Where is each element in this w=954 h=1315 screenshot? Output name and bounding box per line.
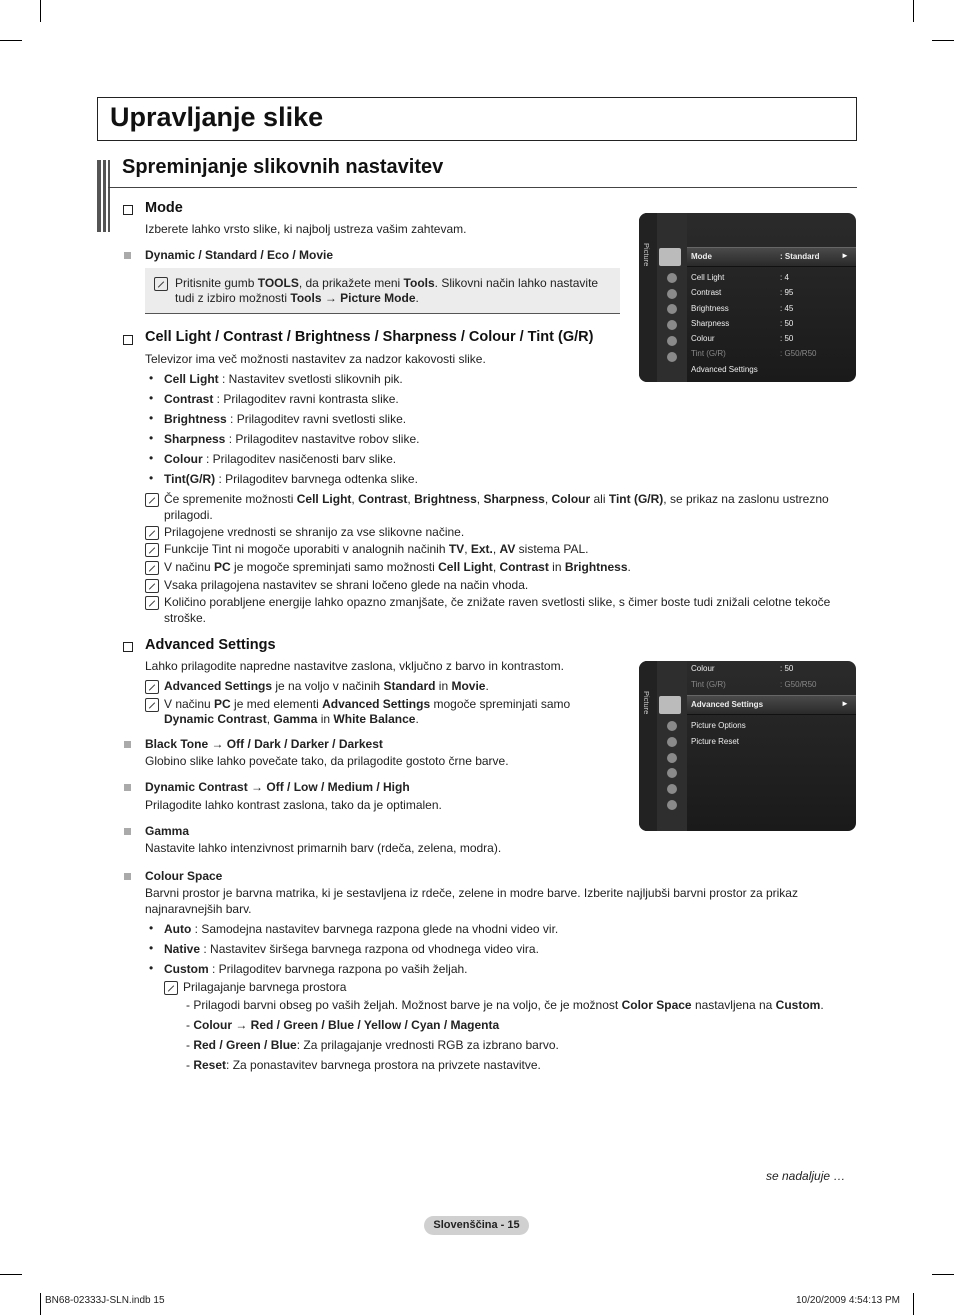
menu-mode-label: Mode bbox=[691, 252, 712, 261]
sound-icon bbox=[667, 273, 677, 283]
note-text: Vsaka prilagojena nastavitev se shrani ločeno glede na način vhoda. bbox=[164, 578, 529, 592]
list-item: Native : Nastavitev širšega barvnega razpona od vhodnega video vira. bbox=[164, 942, 539, 956]
setup-icon bbox=[667, 304, 677, 314]
advanced-settings-menu-osd bbox=[639, 661, 856, 831]
menu-selected-label: Advanced Settings bbox=[691, 700, 764, 709]
note-icon bbox=[145, 493, 159, 507]
menu-mode-value: : Standard bbox=[780, 252, 820, 261]
setup-icon bbox=[667, 753, 677, 763]
menu-row: Colour bbox=[691, 334, 715, 343]
file-info: BN68-02333J-SLN.indb 15 bbox=[45, 1295, 165, 1306]
mode-heading: Mode bbox=[145, 200, 183, 216]
square-bullet-icon bbox=[124, 252, 131, 259]
section-title: Spreminjanje slikovnih nastavitev bbox=[122, 156, 444, 178]
support-icon bbox=[667, 800, 677, 810]
black-tone-desc: Globino slike lahko povečate tako, da prilagodite gostoto črne barve. bbox=[145, 754, 509, 768]
note-icon bbox=[145, 543, 159, 557]
note-text: Funkcije Tint ni mogoče uporabiti v analognih načinih TV, Ext., AV sistema PAL. bbox=[164, 542, 589, 556]
menu-row: Colour bbox=[691, 664, 715, 673]
adv-heading: Advanced Settings bbox=[145, 637, 276, 653]
dash-item: - Red / Green / Blue: Za prilagajanje vrednosti RGB za izbrano barvo. bbox=[186, 1038, 559, 1052]
gamma-desc: Nastavite lahko intenzivnost primarnih barv (rdeča, zelena, modra). bbox=[145, 841, 502, 855]
note-text: V načinu PC je mogoče spreminjati samo možnosti Cell Light, Contrast in Brightness. bbox=[164, 560, 631, 574]
checkbox-icon bbox=[123, 642, 133, 652]
note-text: prilagodi. bbox=[164, 508, 213, 522]
list-item: Brightness : Prilagoditev ravni svetlosti slike. bbox=[164, 412, 407, 426]
menu-row: Contrast bbox=[691, 288, 722, 297]
note-icon bbox=[145, 579, 159, 593]
note-text: Če spremenite možnosti Cell Light, Contrast, Brightness, Sharpness, Colour ali Tint (G/R), se prikaz na zaslonu ustrezno bbox=[164, 492, 829, 506]
menu-row-value: : 95 bbox=[780, 288, 794, 297]
page-title: Upravljanje slike bbox=[110, 102, 324, 132]
note-icon bbox=[145, 680, 159, 694]
mode-options: Dynamic / Standard / Eco / Movie bbox=[145, 248, 334, 262]
page-number: Slovenščina - 15 bbox=[424, 1216, 529, 1235]
menu-row-value: : 4 bbox=[780, 273, 789, 282]
note-text: Advanced Settings je na voljo v načinih Standard in Movie. bbox=[164, 679, 489, 693]
list-item: Cell Light : Nastavitev svetlosti slikovnih pik. bbox=[164, 372, 403, 386]
section-divider bbox=[108, 187, 857, 188]
square-bullet-icon bbox=[124, 784, 131, 791]
menu-row: Brightness bbox=[691, 304, 729, 313]
menu-row: Tint (G/R) bbox=[691, 680, 726, 689]
adv-desc: Lahko prilagodite napredne nastavitve zaslona, vključno z barvo in kontrastom. bbox=[145, 659, 564, 673]
sound-icon bbox=[667, 721, 677, 731]
black-tone-heading: Black Tone → Off / Dark / Darker / Darkest bbox=[145, 737, 383, 751]
cell-desc: Televizor ima več možnosti nastavitev za nadzor kakovosti slike. bbox=[145, 352, 486, 366]
note-text: Dynamic Contrast, Gamma in White Balance. bbox=[164, 712, 419, 726]
square-bullet-icon bbox=[124, 828, 131, 835]
application-icon bbox=[667, 784, 677, 794]
application-icon bbox=[667, 336, 677, 346]
picture-icon bbox=[659, 696, 681, 714]
menu-row-value: : G50/R50 bbox=[780, 680, 817, 689]
continued-note: se nadaljuje … bbox=[766, 1169, 846, 1183]
menu-row-value: : 45 bbox=[780, 304, 794, 313]
note-text: V načinu PC je med elementi Advanced Settings mogoče spreminjati samo bbox=[164, 697, 571, 711]
note-text: stroške. bbox=[164, 611, 207, 625]
checkbox-icon bbox=[123, 335, 133, 345]
menu-row: Picture Options bbox=[691, 721, 746, 730]
menu-row: Sharpness bbox=[691, 319, 730, 328]
menu-row-value: : G50/R50 bbox=[780, 349, 817, 358]
menu-row-value: : 50 bbox=[780, 319, 794, 328]
note-icon bbox=[145, 561, 159, 575]
tools-icon bbox=[154, 277, 168, 291]
menu-arrow-icon: ► bbox=[841, 251, 849, 260]
list-item: Sharpness : Prilagoditev nastavitve robov slike. bbox=[164, 432, 420, 446]
dynamic-contrast-desc: Prilagodite lahko kontrast zaslona, tako da je optimalen. bbox=[145, 798, 442, 812]
colour-space-desc: najnaravnejših barv. bbox=[145, 902, 252, 916]
channel-icon bbox=[667, 737, 677, 747]
note-text: Prilagajanje barvnega prostora bbox=[183, 980, 347, 994]
support-icon bbox=[667, 352, 677, 362]
channel-icon bbox=[667, 289, 677, 299]
list-item: Custom : Prilagoditev barvnega razpona po vaših željah. bbox=[164, 962, 468, 976]
tools-note-line1: Pritisnite gumb TOOLS, da prikažete meni Tools. Slikovni način lahko nastavite bbox=[175, 276, 599, 290]
menu-row-value: : 50 bbox=[780, 334, 794, 343]
picture-icon bbox=[659, 248, 681, 266]
input-icon bbox=[667, 768, 677, 778]
gamma-heading: Gamma bbox=[145, 824, 190, 838]
menu-row: Picture Reset bbox=[691, 737, 740, 746]
checkbox-icon bbox=[123, 205, 133, 215]
menu-side-label: Picture bbox=[642, 691, 651, 715]
dash-item: - Prilagodi barvni obseg po vaših željah. Možnost barve je na voljo, če je možnost Color Space nastavljena na Custom. bbox=[186, 998, 824, 1012]
list-item: Auto : Samodejna nastavitev barvnega razpona glede na vhodni video vir. bbox=[164, 922, 559, 936]
mode-desc: Izberete lahko vrsto slike, ki najbolj ustreza vašim zahtevam. bbox=[145, 222, 467, 236]
dynamic-contrast-heading: Dynamic Contrast → Off / Low / Medium / High bbox=[145, 780, 410, 794]
dash-item: - Colour → Red / Green / Blue / Yellow / Cyan / Magenta bbox=[186, 1018, 500, 1032]
page-title-box bbox=[97, 97, 857, 141]
colour-space-desc: Barvni prostor je barvna matrika, ki je sestavljena iz rdeče, zelene in modre barve. Izberite najljubši barvni prostor za prikaz bbox=[145, 886, 798, 900]
menu-row-value: : 50 bbox=[780, 664, 794, 673]
note-text: Prilagojene vrednosti se shranijo za vse slikovne načine. bbox=[164, 525, 465, 539]
note-icon bbox=[145, 698, 159, 712]
menu-side-label: Picture bbox=[642, 243, 651, 267]
input-icon bbox=[667, 320, 677, 330]
menu-row: Advanced Settings bbox=[691, 365, 758, 374]
square-bullet-icon bbox=[124, 873, 131, 880]
menu-row: Tint (G/R) bbox=[691, 349, 726, 358]
menu-arrow-icon: ► bbox=[841, 699, 849, 708]
picture-menu-osd bbox=[639, 213, 856, 382]
list-item: Contrast : Prilagoditev ravni kontrasta slike. bbox=[164, 392, 399, 406]
cell-heading: Cell Light / Contrast / Brightness / Sharpness / Colour / Tint (G/R) bbox=[145, 329, 594, 345]
timestamp: 10/20/2009 4:54:13 PM bbox=[796, 1295, 900, 1306]
note-icon bbox=[145, 526, 159, 540]
dash-item: - Reset: Za ponastavitev barvnega prostora na privzete nastavitve. bbox=[186, 1058, 541, 1072]
list-item: Colour : Prilagoditev nasičenosti barv slike. bbox=[164, 452, 397, 466]
note-icon bbox=[145, 596, 159, 610]
colour-space-heading: Colour Space bbox=[145, 869, 223, 883]
menu-row: Cell Light bbox=[691, 273, 725, 282]
note-text: Količino porabljene energije lahko opazno zmanjšate, če znižate raven svetlosti slike, s čimer boste tudi znižali celotne tekoče bbox=[164, 595, 831, 609]
square-bullet-icon bbox=[124, 741, 131, 748]
tools-note-line2: tudi z izbiro možnosti Tools → Picture Mode. bbox=[175, 291, 419, 305]
note-icon bbox=[164, 981, 178, 995]
list-item: Tint(G/R) : Prilagoditev barvnega odtenka slike. bbox=[164, 472, 418, 486]
